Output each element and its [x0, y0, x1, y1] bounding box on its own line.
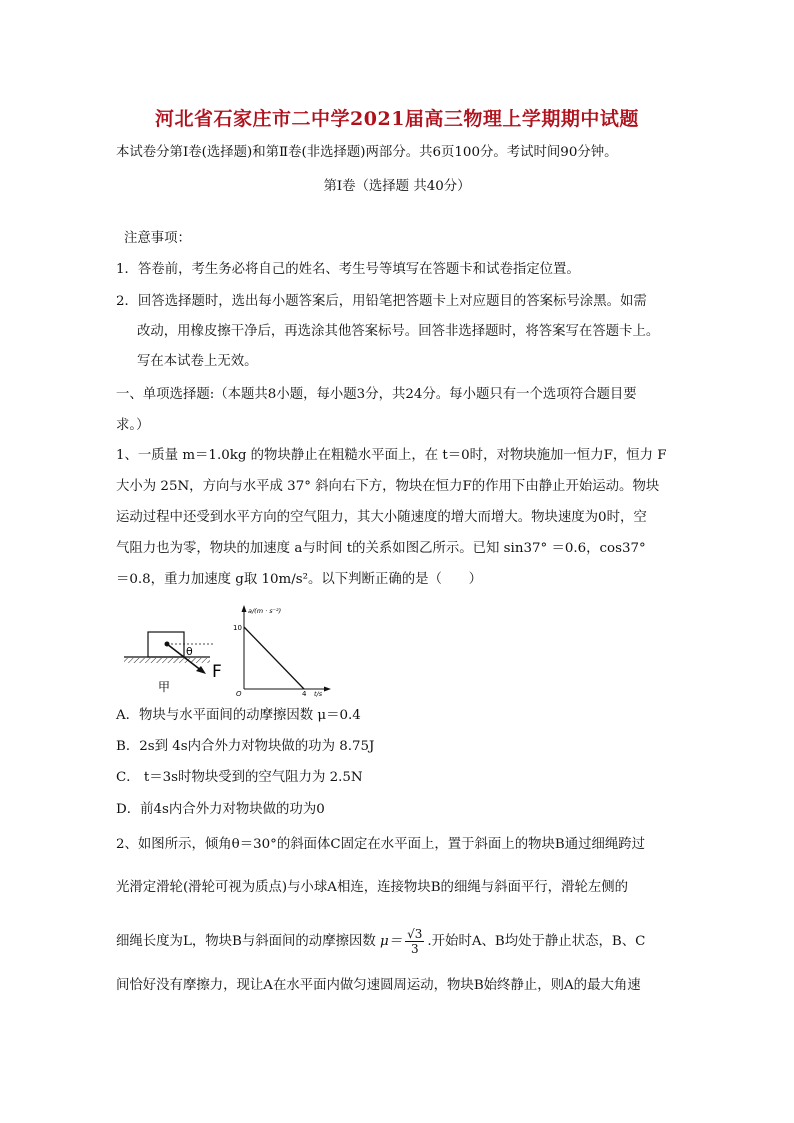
notice-item-2-line-1: 2．回答选择题时，选出每小题答案后，用铅笔把答题卡上对应题目的答案标号涂黑。如需 [116, 294, 647, 309]
figure-jia [118, 622, 238, 700]
figure-jia-caption: 甲 [158, 680, 171, 694]
q1-option-c: C． t＝3s时物块受到的空气阻力为 2.5N [116, 770, 363, 785]
fraction-denominator: 3 [410, 942, 419, 956]
y-axis-label: a/(m · s⁻²) [248, 607, 282, 615]
q2-line-3-end: .开始时A、B均处于静止状态，B、C [427, 934, 646, 949]
y-tick-label: 10 [233, 624, 242, 632]
page-title: 河北省石家庄市二中学2021届高三物理上学期期中试题 [155, 108, 639, 130]
x-axis-label: t/s [314, 690, 323, 697]
notice-item-1: 1．答卷前，考生务必将自己的姓名、考生号等填写在答题卡和试卷指定位置。 [116, 262, 580, 277]
part1-title: 第Ⅰ卷（选择题 共40分） [323, 179, 471, 194]
notice-item-2-line-2: 改动，用橡皮擦干净后，再选涂其他答案标号。回答非选择题时，将答案写在答题卡上。 [137, 324, 660, 339]
mu-symbol: μ＝ [380, 934, 403, 949]
fraction-numerator: √3 [407, 927, 423, 941]
q1-line-1: 1、一质量 m＝1.0kg 的物块静止在粗糙水平面上，在 t＝0时，对物块施加一恒力F，恒力 F [116, 448, 667, 463]
x-axis-arrow [324, 687, 331, 692]
q1-line-2: 大小为 25N，方向与水平成 37° 斜向右下方，物块在恒力F的作用下由静止开始运动。物块 [116, 479, 660, 494]
q2-line-3 [116, 927, 645, 956]
q1-option-b: B．2s到 4s内合外力对物块做的功为 8.75J [116, 739, 375, 754]
notice-heading: 注意事项： [124, 231, 191, 246]
ground-hatch [124, 658, 210, 663]
section1-line-2: 求。） [116, 418, 150, 433]
x-tick-label: 4 [302, 690, 307, 697]
series-line [244, 627, 304, 689]
intro-text: 本试卷分第Ⅰ卷(选择题)和第Ⅱ卷(非选择题)两部分。共6页100分。考试时间90分钟。 [116, 145, 618, 160]
q1-option-d: D．前4s内合外力对物块做的功为0 [116, 802, 325, 817]
origin-label: O [236, 690, 242, 697]
y-axis-arrow [242, 605, 247, 612]
mu-fraction [405, 927, 424, 956]
q1-line-5: ＝0.8，重力加速度 g取 10m/s²。以下判断正确的是（ ） [116, 572, 483, 587]
section1-line-1: 一、单项选择题:（本题共8小题，每小题3分，共24分。每小题只有一个选项符合题目要 [116, 387, 637, 402]
q1-line-4: 气阻力也为零，物块的加速度 a与时间 t的关系如图乙所示。已知 sin37° ＝0.6，cos37° [116, 541, 646, 556]
force-label: F [212, 662, 222, 682]
q2-line-1: 2、如图所示，倾角θ＝30°的斜面体C固定在水平面上，置于斜面上的物块B通过细绳跨过 [116, 837, 646, 852]
q2-line-2: 光滑定滑轮(滑轮可视为质点)与小球A相连，连接物块B的细绳与斜面平行，滑轮左侧的 [116, 880, 629, 895]
q2-line-3-start: 细绳长度为L，物块B与斜面间的动摩擦因数 [116, 934, 376, 949]
q1-option-a: A．物块与水平面间的动摩擦因数 μ＝0.4 [116, 708, 361, 723]
figure-yi-chart [228, 603, 338, 697]
q2-line-4: 间恰好没有摩擦力，现让A在水平面内做匀速圆周运动，物块B始终静止，则A的最大角速 [116, 978, 641, 993]
q1-line-3: 运动过程中还受到水平方向的空气阻力，其大小随速度的增大而增大。物块速度为0时，空 [116, 510, 647, 525]
notice-item-2-line-3: 写在本试卷上无效。 [137, 354, 258, 369]
theta-label: θ [186, 645, 193, 658]
